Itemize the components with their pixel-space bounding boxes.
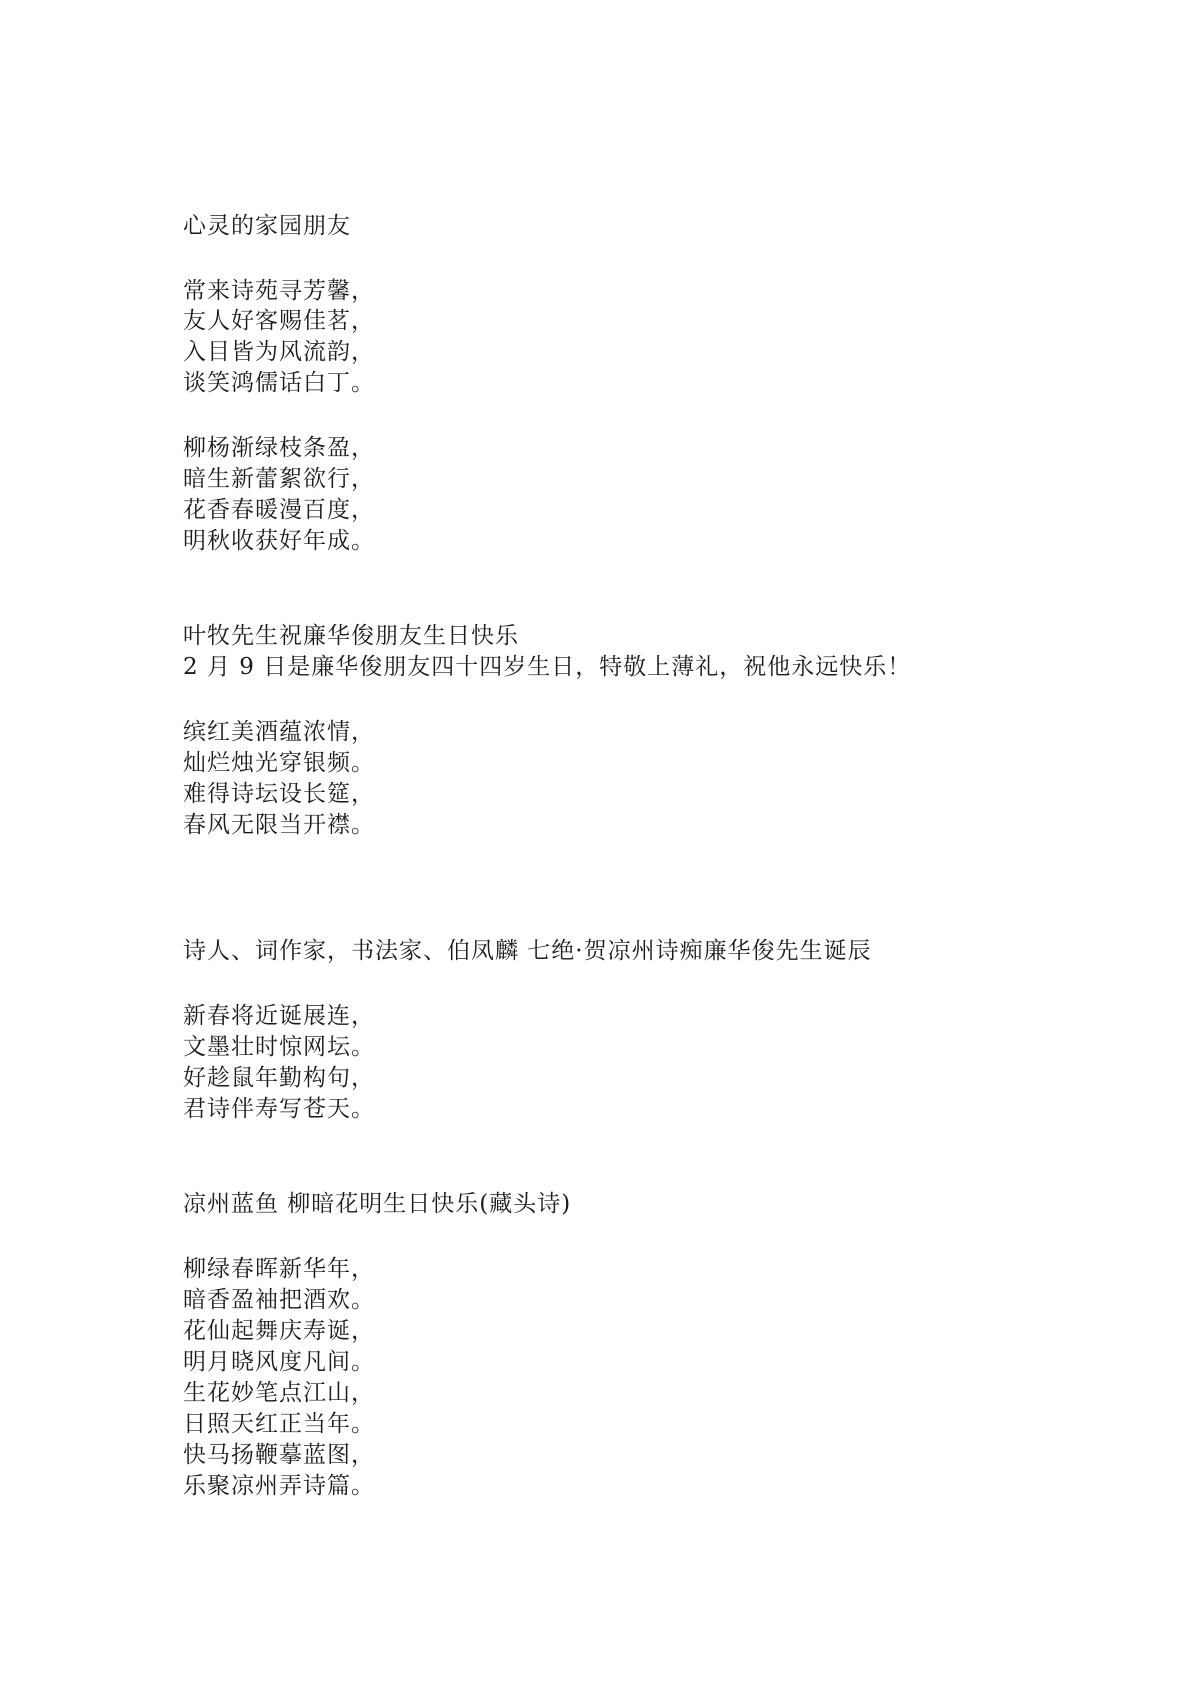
poem-line: 文墨壮时惊网坛。 <box>183 1034 375 1060</box>
poem-title: 叶牧先生祝廉华俊朋友生日快乐 <box>183 623 519 649</box>
poem-line: 难得诗坛设长筵， <box>183 781 375 807</box>
poem-line: 缤红美酒蕴浓情， <box>183 719 375 745</box>
poem-subtitle: 2 月 9 日是廉华俊朋友四十四岁生日，特敬上薄礼，祝他永远快乐！ <box>183 654 912 680</box>
poem-line: 暗生新蕾絮欲行， <box>183 466 375 492</box>
poem-line: 花香春暖漫百度， <box>183 497 375 523</box>
poem-line: 春风无限当开襟。 <box>183 812 375 838</box>
poem-line: 生花妙笔点江山， <box>183 1380 375 1406</box>
poem-line: 新春将近诞展连， <box>183 1003 375 1029</box>
poem-line: 柳绿春晖新华年， <box>183 1256 375 1282</box>
poem-line: 友人好客赐佳茗， <box>183 308 375 334</box>
poem-line: 好趁鼠年勤构句， <box>183 1065 375 1091</box>
poem-line: 入目皆为风流韵， <box>183 339 375 365</box>
poem-title: 诗人、词作家，书法家、伯凤麟 七绝·贺凉州诗痴廉华俊先生诞辰 <box>183 938 872 964</box>
poem-line: 日照天红正当年。 <box>183 1411 375 1437</box>
poem-line: 常来诗苑寻芳馨， <box>183 278 375 304</box>
poem-line: 乐聚凉州弄诗篇。 <box>183 1473 375 1499</box>
poem-line: 明月晓风度凡间。 <box>183 1349 375 1375</box>
poem-line: 灿烂烛光穿银频。 <box>183 750 375 776</box>
poem-line: 君诗伴寿写苍天。 <box>183 1096 375 1122</box>
poem-line: 明秋收获好年成。 <box>183 528 375 554</box>
poem-line: 快马扬鞭摹蓝图， <box>183 1442 375 1468</box>
poem-line: 谈笑鸿儒话白丁。 <box>183 370 375 396</box>
poem-title: 心灵的家园朋友 <box>183 213 351 239</box>
poem-title: 凉州蓝鱼 柳暗花明生日快乐(藏头诗) <box>183 1191 572 1217</box>
document-page <box>183 0 1163 1698</box>
poem-line: 柳杨渐绿枝条盈， <box>183 435 375 461</box>
poem-line: 花仙起舞庆寿诞， <box>183 1318 375 1344</box>
poem-line: 暗香盈袖把酒欢。 <box>183 1287 375 1313</box>
